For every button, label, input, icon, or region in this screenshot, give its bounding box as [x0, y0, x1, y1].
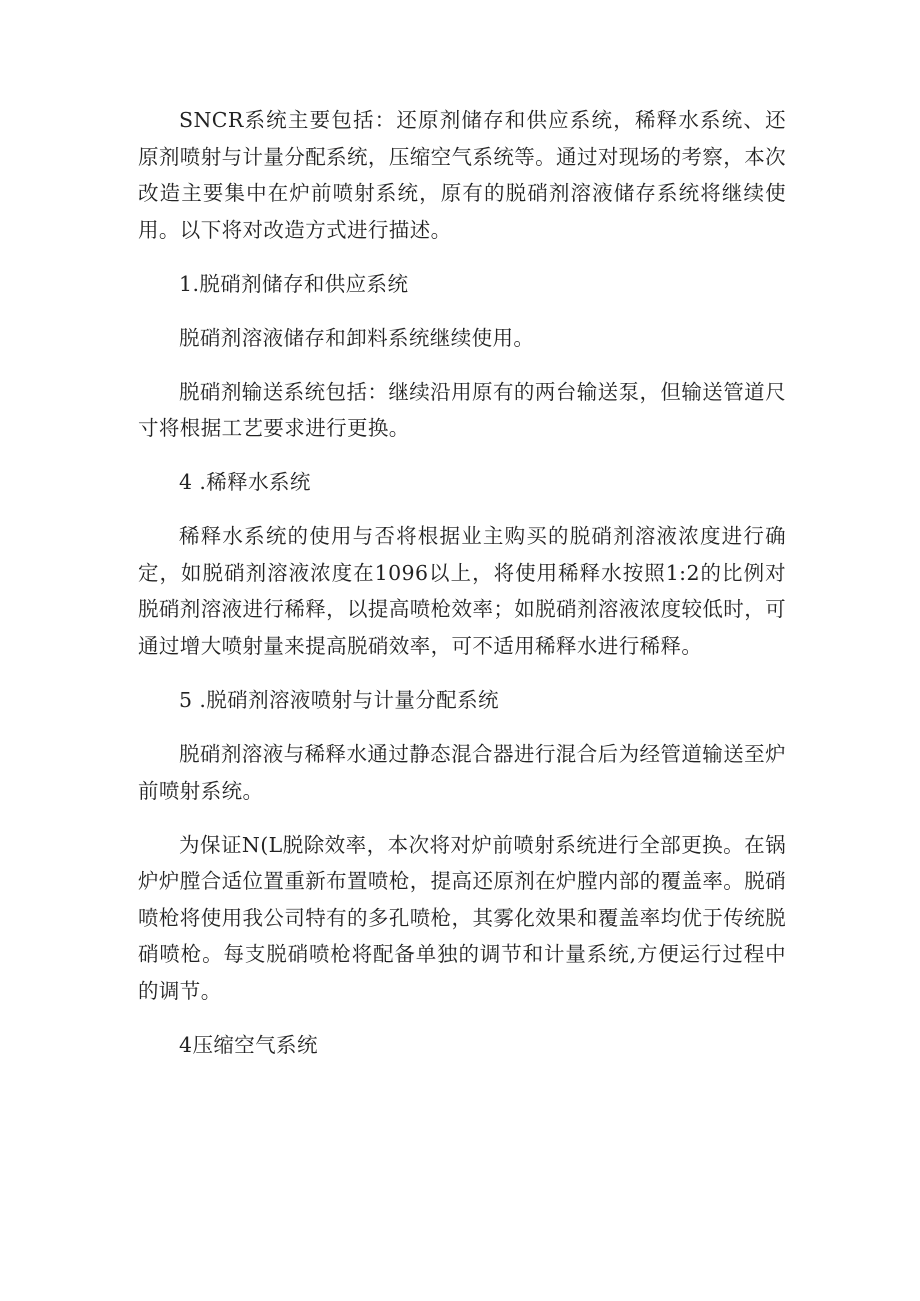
- paragraph-dilution-water: 稀释水系统的使用与否将根据业主购买的脱硝剂溶液浓度进行确定，如脱硝剂溶液浓度在1096以上，将使用稀释水按照1:2的比例对脱硝剂溶液进行稀释，以提高喷枪效率；如脱硝剂溶液浓度较低时，可通过增大喷射量来提高脱硝效率，可不适用稀释水进行稀释。: [138, 524, 786, 659]
- section-heading-dilution-water: 4 .稀释水系统: [179, 470, 311, 495]
- section-heading-injection-metering: 5 .脱硝剂溶液喷射与计量分配系统: [179, 688, 499, 713]
- section-heading-compressed-air: 4压缩空气系统: [179, 1032, 318, 1057]
- paragraph-transport-system: 脱硝剂输送系统包括：继续沿用原有的两台输送泵，但输送管道尺寸将根据工艺要求进行更换。: [138, 379, 786, 441]
- paragraph-intro: SNCR系统主要包括：还原剂储存和供应系统，稀释水系统、还原剂喷射与计量分配系统，压缩空气系统等。通过对现场的考察，本次改造主要集中在炉前喷射系统，原有的脱硝剂溶液储存系统将继续使用。以下将对改造方式进行描述。: [138, 108, 786, 242]
- document-body: [138, 102, 786, 1064]
- paragraph-static-mixer: 脱硝剂溶液与稀释水通过静态混合器进行混合后为经管道输送至炉前喷射系统。: [138, 742, 786, 803]
- paragraph-storage-unloading: 脱硝剂溶液储存和卸料系统继续使用。: [179, 325, 535, 350]
- section-heading-reagent-storage: 1.脱硝剂储存和供应系统: [179, 271, 409, 296]
- paragraph-injection-replacement: 为保证N(L脱除效率，本次将对炉前喷射系统进行全部更换。在锅炉炉膛合适位置重新布置喷枪，提高还原剂在炉膛内部的覆盖率。脱硝喷枪将使用我公司特有的多孔喷枪，其雾化效果和覆盖率均优于传统脱硝喷枪。每支脱硝喷枪将配备单独的调节和计量系统,方便运行过程中的调节。: [138, 832, 786, 1003]
